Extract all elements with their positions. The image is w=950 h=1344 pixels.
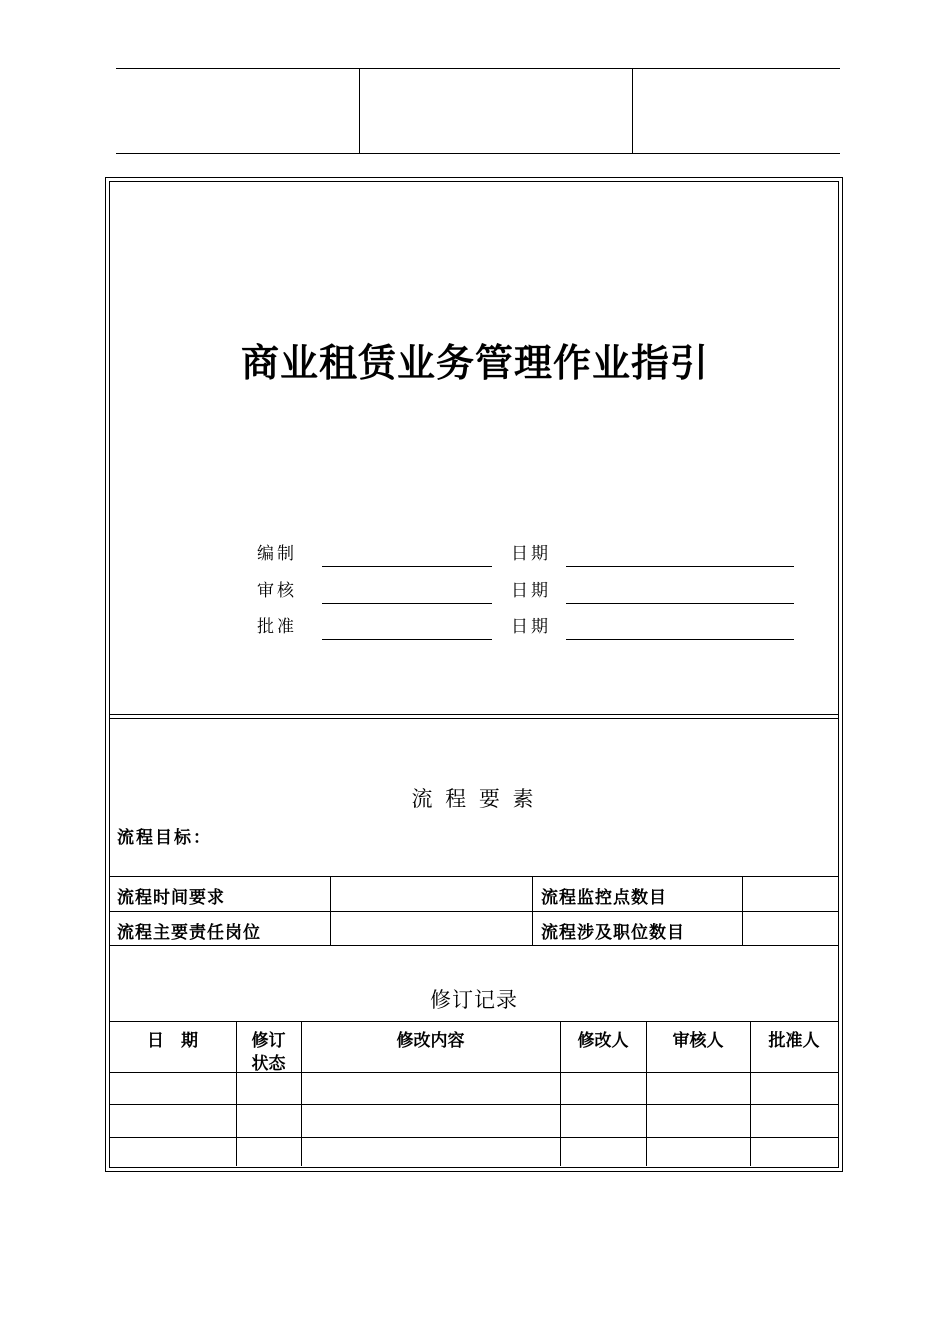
date-label-approved: 日期 <box>511 617 551 637</box>
responsible-position-label: 流程主要责任岗位 <box>117 923 261 943</box>
elements-col-1 <box>330 876 331 946</box>
header-divider-2 <box>632 68 633 154</box>
revision-rule-2 <box>109 1104 839 1105</box>
date-label-reviewed: 日期 <box>511 581 551 601</box>
revision-header-date: 日 期 <box>147 1031 198 1051</box>
elements-rule-3 <box>109 945 839 946</box>
elements-rule-2 <box>109 911 839 912</box>
elements-rule-1 <box>109 876 839 877</box>
signature-line-prepared[interactable] <box>322 566 492 567</box>
date-label-prepared: 日期 <box>511 544 551 564</box>
signature-label-approved: 批准 <box>257 617 297 637</box>
main-frame-inner <box>109 181 839 1168</box>
signature-line-approved[interactable] <box>322 639 492 640</box>
process-elements-heading: 流 程 要 素 <box>411 787 537 811</box>
date-line-reviewed[interactable] <box>566 603 794 604</box>
header-top-rule <box>116 68 840 69</box>
revision-rule-1 <box>109 1072 839 1073</box>
revision-header-content: 修改内容 <box>396 1031 465 1051</box>
elements-col-3 <box>742 876 743 946</box>
revision-record-heading: 修订记录 <box>430 988 518 1012</box>
document-title: 商业租赁业务管理作业指引 <box>240 340 709 385</box>
section-separator-top <box>109 714 839 715</box>
signature-label-reviewed: 审核 <box>257 581 297 601</box>
positions-count-label: 流程涉及职位数目 <box>541 923 685 943</box>
header-divider-1 <box>359 68 360 154</box>
elements-col-2 <box>532 876 533 946</box>
revision-header-reviewer: 审核人 <box>672 1031 724 1051</box>
section-separator-bottom <box>109 718 839 719</box>
monitor-points-label: 流程监控点数目 <box>541 888 667 908</box>
revision-rule-header <box>109 1021 839 1022</box>
revision-header-modifier: 修改人 <box>577 1031 629 1051</box>
revision-rule-3 <box>109 1137 839 1138</box>
time-requirement-label: 流程时间要求 <box>117 888 225 908</box>
date-line-prepared[interactable] <box>566 566 794 567</box>
revision-header-status: 状态 <box>251 1054 286 1074</box>
signature-label-prepared: 编制 <box>257 544 297 564</box>
revision-header-revision: 修订 <box>251 1031 286 1051</box>
header-bottom-rule <box>116 153 840 154</box>
process-goal-label: 流程目标： <box>117 828 212 848</box>
date-line-approved[interactable] <box>566 639 794 640</box>
signature-line-reviewed[interactable] <box>322 603 492 604</box>
revision-header-approver: 批准人 <box>768 1031 820 1051</box>
